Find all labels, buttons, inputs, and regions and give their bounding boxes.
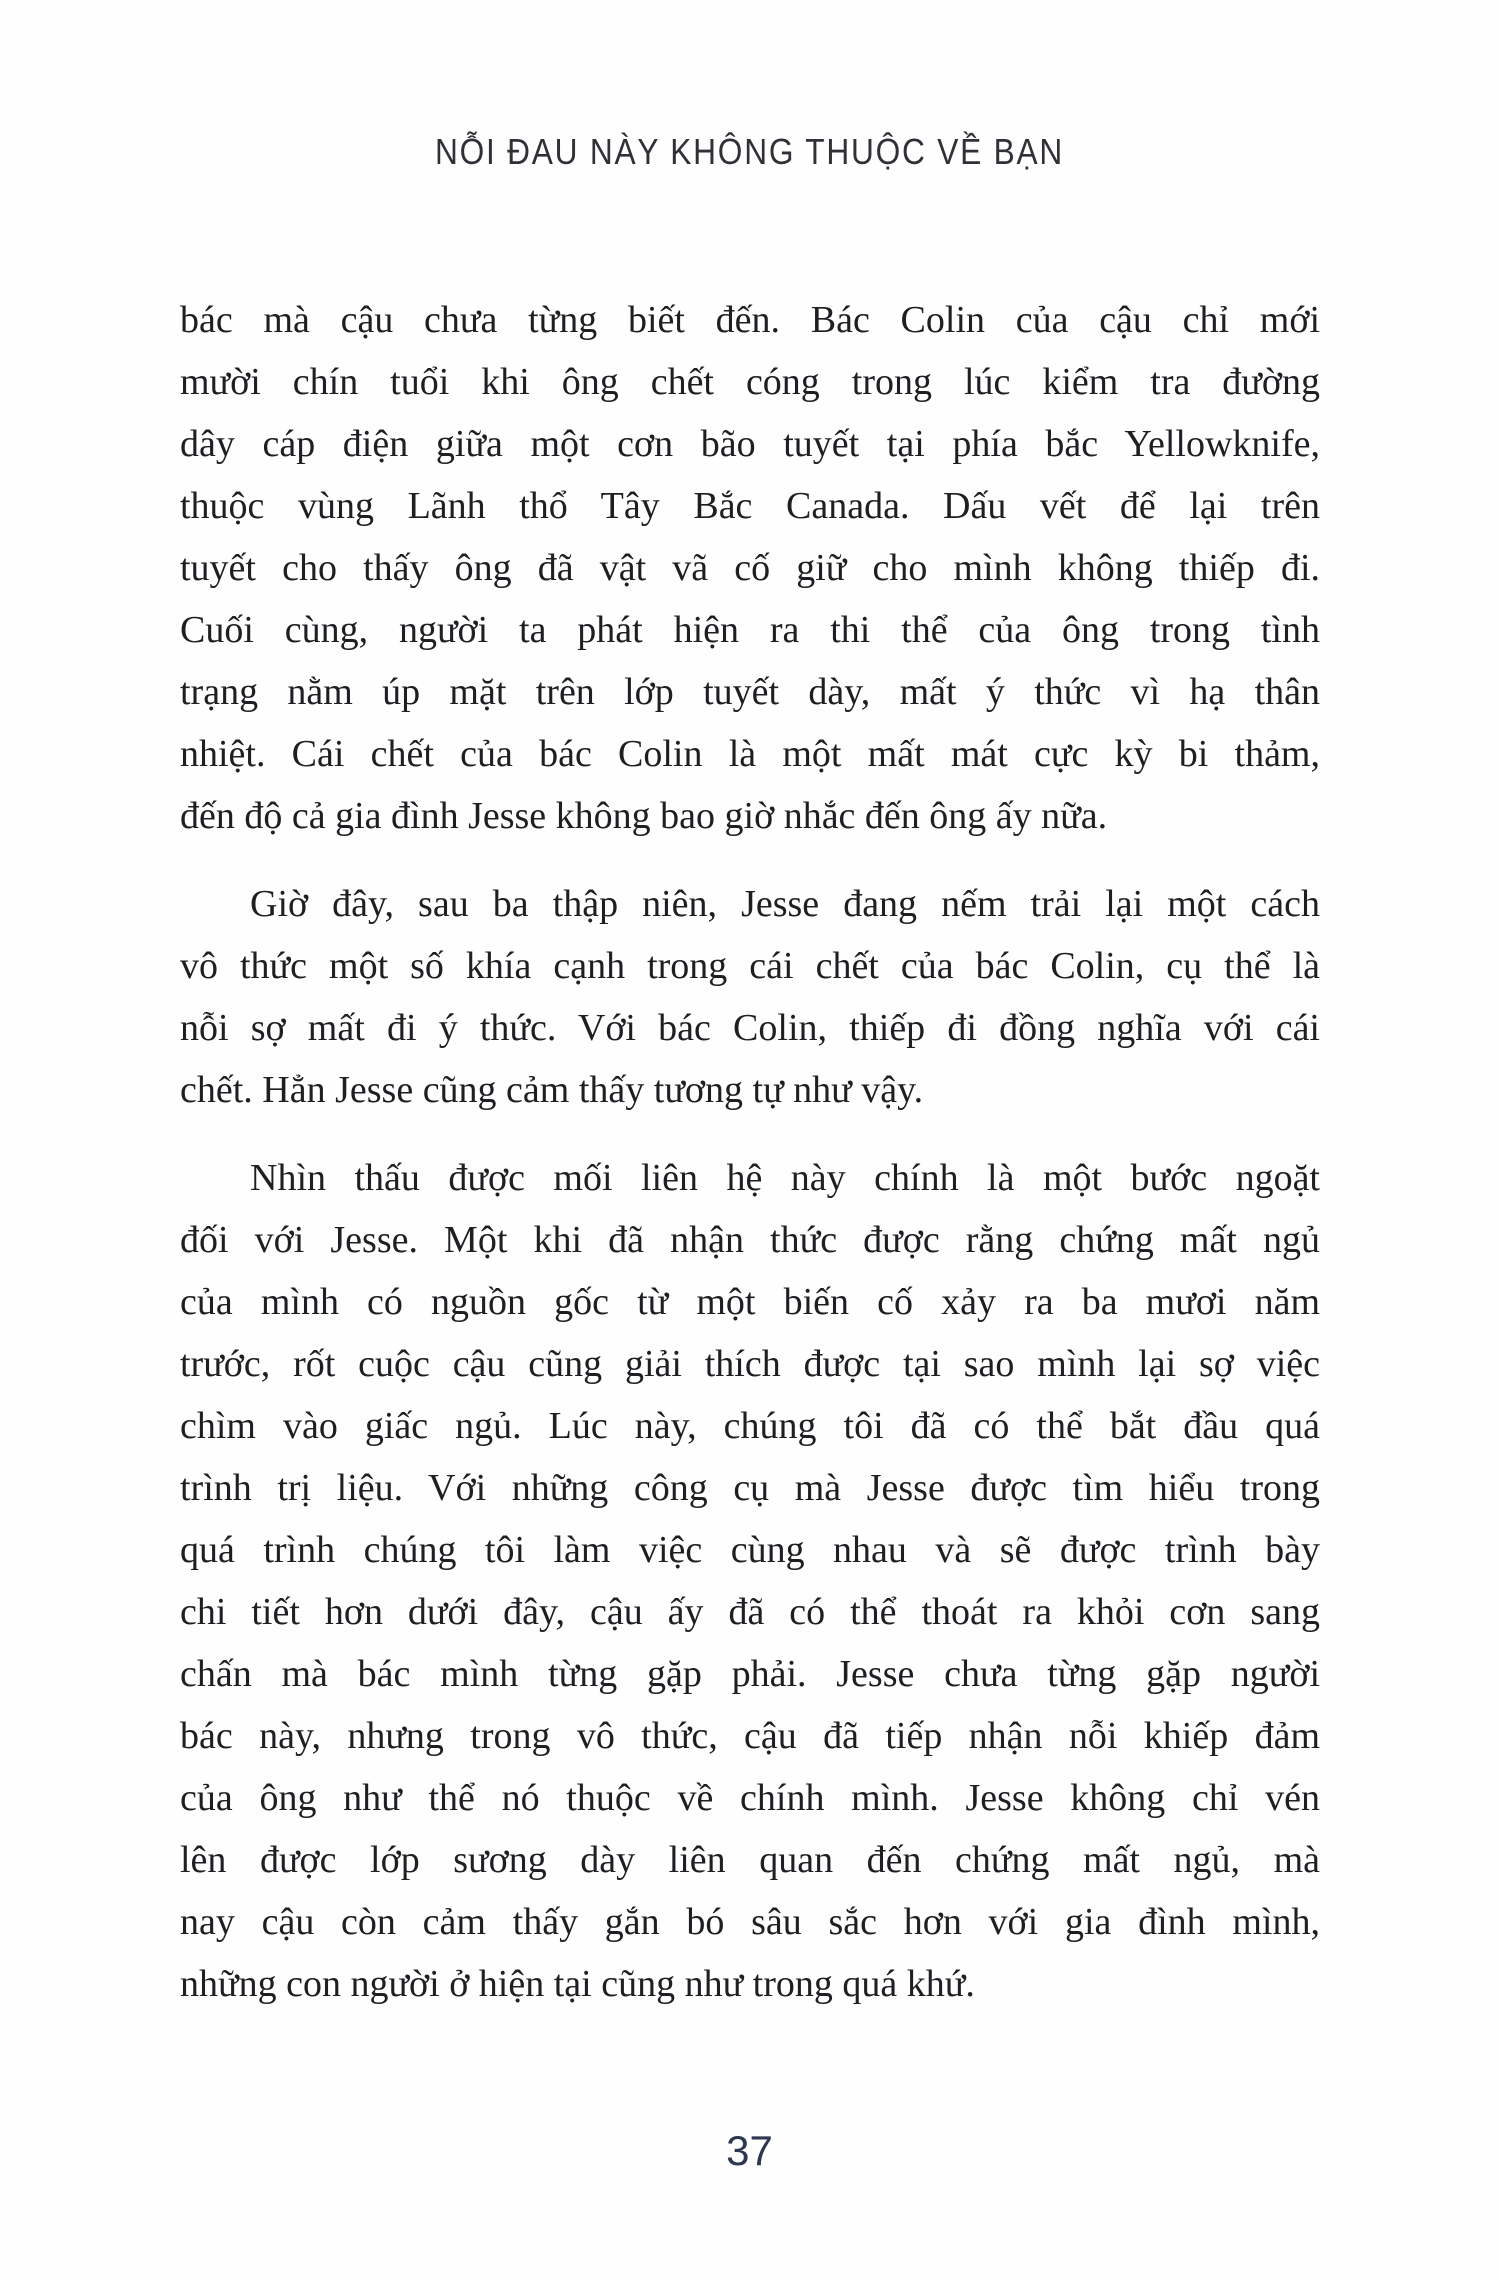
paragraph (180, 873, 1320, 1121)
text-line: thuộc vùng Lãnh thổ Tây Bắc Canada. Dấu vết để lại trên (180, 485, 1320, 527)
text-line: vô thức một số khía cạnh trong cái chết của bác Colin, cụ thể là (180, 945, 1320, 987)
body-text (180, 289, 1320, 2015)
text-line: chấn mà bác mình từng gặp phải. Jesse chưa từng gặp người (180, 1653, 1320, 1695)
text-line: trạng nằm úp mặt trên lớp tuyết dày, mất ý thức vì hạ thân (180, 671, 1320, 713)
text-line: lên được lớp sương dày liên quan đến chứng mất ngủ, mà (180, 1839, 1320, 1881)
text-line: chìm vào giấc ngủ. Lúc này, chúng tôi đã có thể bắt đầu quá (180, 1405, 1320, 1447)
text-line: nỗi sợ mất đi ý thức. Với bác Colin, thiếp đi đồng nghĩa với cái (180, 1007, 1320, 1049)
text-line: tuyết cho thấy ông đã vật vã cố giữ cho mình không thiếp đi. (180, 547, 1320, 589)
text-line: dây cáp điện giữa một cơn bão tuyết tại phía bắc Yellowknife, (180, 423, 1320, 465)
running-header: NỖI ĐAU NÀY KHÔNG THUỘC VỀ BẠN (434, 131, 1065, 172)
text-line: Giờ đây, sau ba thập niên, Jesse đang nếm trải lại một cách (250, 883, 1320, 925)
text-line: nhiệt. Cái chết của bác Colin là một mất mát cực kỳ bi thảm, (180, 733, 1320, 775)
text-line: trình trị liệu. Với những công cụ mà Jesse được tìm hiểu trong (180, 1467, 1320, 1509)
text-line: đến độ cả gia đình Jesse không bao giờ nhắc đến ông ấy nữa. (180, 795, 1108, 837)
text-line: những con người ở hiện tại cũng như trong quá khứ. (180, 1963, 975, 2005)
paragraph (180, 289, 1320, 847)
text-line: bác này, nhưng trong vô thức, cậu đã tiếp nhận nỗi khiếp đảm (180, 1715, 1320, 1757)
text-line: của mình có nguồn gốc từ một biến cố xảy ra ba mươi năm (180, 1281, 1320, 1323)
text-line: chết. Hẳn Jesse cũng cảm thấy tương tự như vậy. (180, 1069, 924, 1111)
text-line: đối với Jesse. Một khi đã nhận thức được rằng chứng mất ngủ (180, 1219, 1320, 1261)
text-line: bác mà cậu chưa từng biết đến. Bác Colin của cậu chỉ mới (180, 299, 1320, 341)
paragraph (180, 1147, 1320, 2015)
text-line: trước, rốt cuộc cậu cũng giải thích được tại sao mình lại sợ việc (180, 1343, 1320, 1385)
text-line: mười chín tuổi khi ông chết cóng trong lúc kiểm tra đường (180, 361, 1320, 403)
text-line: Cuối cùng, người ta phát hiện ra thi thể của ông trong tình (180, 609, 1320, 651)
text-line: quá trình chúng tôi làm việc cùng nhau và sẽ được trình bày (180, 1529, 1320, 1571)
text-line: nay cậu còn cảm thấy gắn bó sâu sắc hơn với gia đình mình, (180, 1901, 1320, 1943)
text-line: Nhìn thấu được mối liên hệ này chính là một bước ngoặt (250, 1157, 1320, 1199)
text-line: chi tiết hơn dưới đây, cậu ấy đã có thể thoát ra khỏi cơn sang (180, 1591, 1320, 1633)
text-line: của ông như thể nó thuộc về chính mình. Jesse không chỉ vén (180, 1777, 1320, 1819)
page-number: 37 (726, 2127, 773, 2174)
